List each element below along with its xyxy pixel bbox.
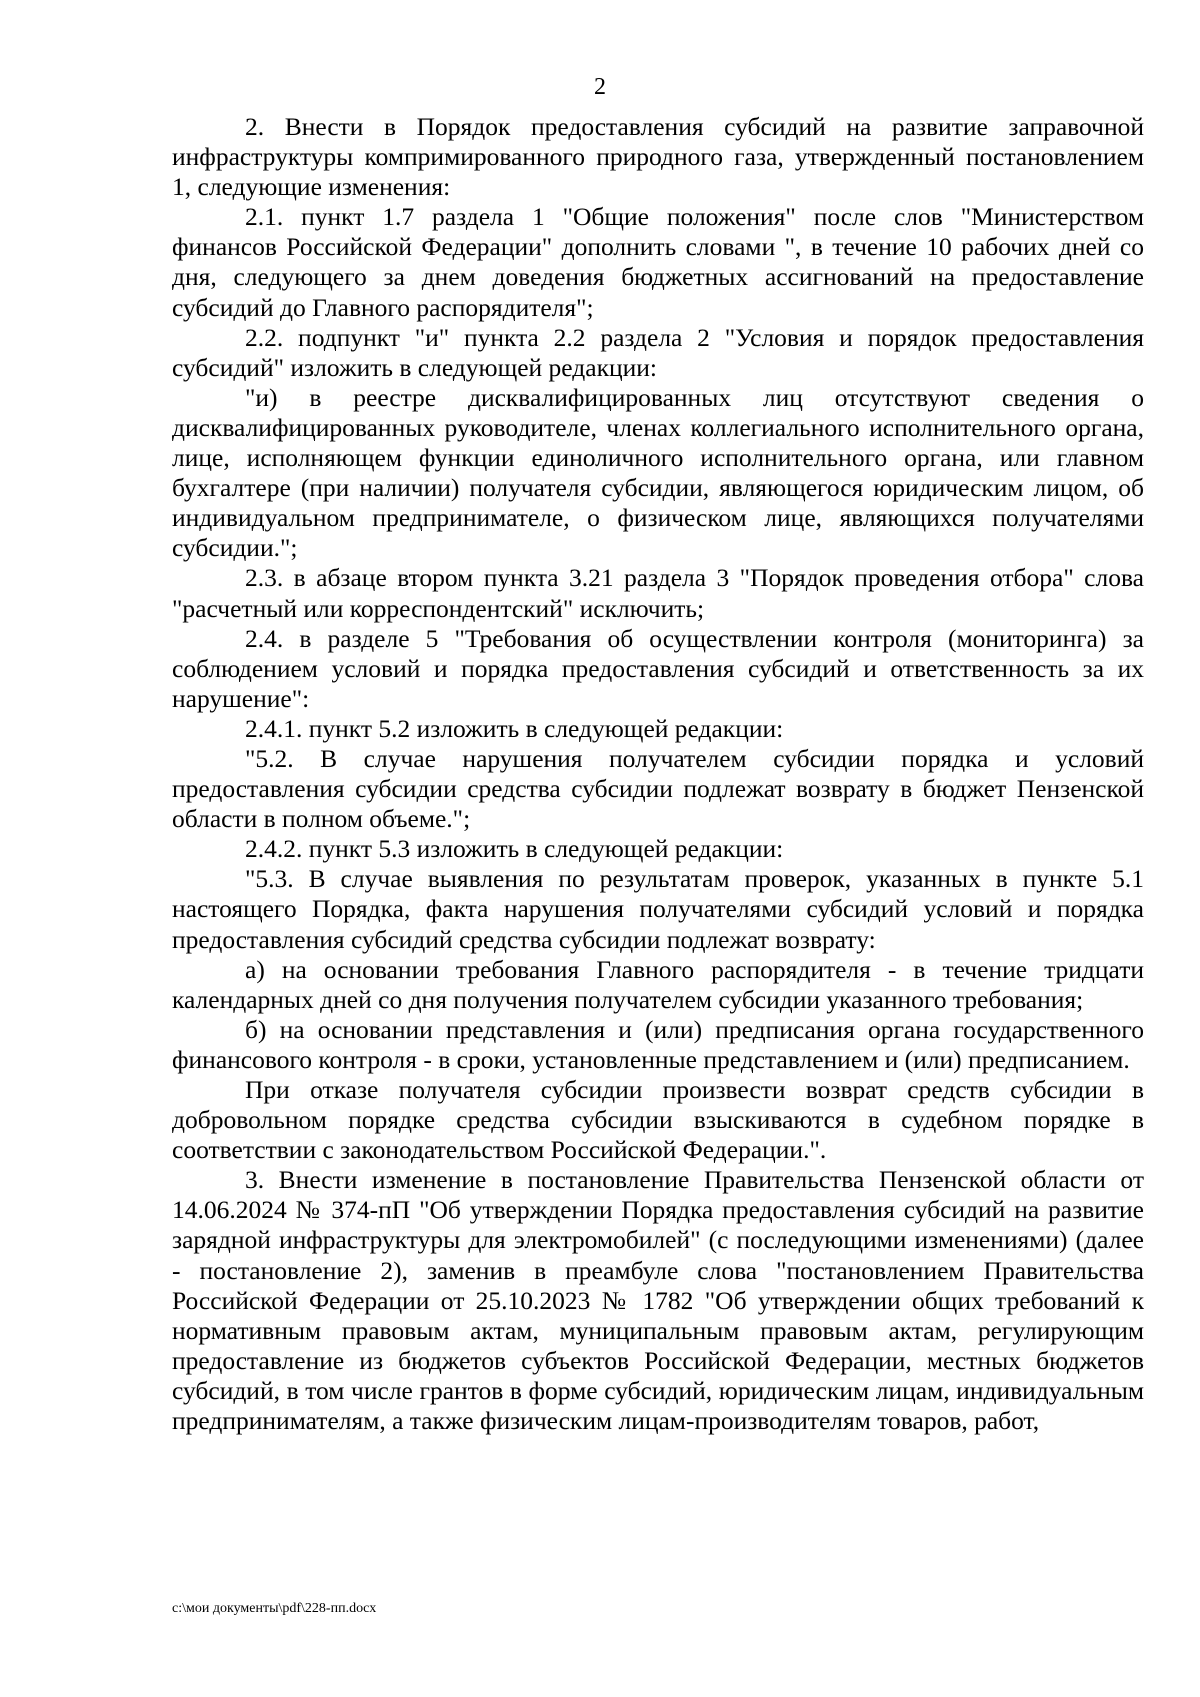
document-body (172, 112, 1144, 1436)
page-number: 2 (594, 74, 606, 100)
paragraph-quote-5-2: "5.2. В случае нарушения получателем субсидии порядка и условий предоставления субсидии средства субсидии подлежат возврату в бюджет Пензенской области в полном объеме."; (172, 743, 1144, 834)
paragraph-2-3: 2.3. в абзаце втором пункта 3.21 раздела 3 "Порядок проведения отбора" слова "расчетный или корреспондентский" исключить; (172, 563, 1144, 623)
paragraph-2-1: 2.1. пункт 1.7 раздела 1 "Общие положения" после слов "Министерством финансов Российской Федерации" дополнить словами ", в течение 10 рабочих дней со дня, следующего за днем доведения бюджетных ассигнований на предоставление субсидий до Главного распорядителя"; (172, 202, 1144, 322)
paragraph-2-4-1: 2.4.1. пункт 5.2 изложить в следующей редакции: (245, 713, 784, 743)
paragraph-3: 3. Внести изменение в постановление Правительства Пензенской области от 14.06.2024 № 374-пП "Об утверждении Порядка предоставления субсидий на развитие зарядной инфраструктуры для электромобилей" (с последующими изменениями) (далее - постановление 2), заменив в преамбуле слова "постановлением Правительства Российской Федерации от 25.10.2023 № 1782 "Об утверждении общих требований к нормативным правовым актам, муниципальным правовым актам, регулирующим предоставление из бюджетов субъектов Российской Федерации, местных бюджетов субсидий, в том числе грантов в форме субсидий, юридическим лицам, индивидуальным предпринимателям, а также физическим лицам-производителям товаров, работ, (172, 1165, 1144, 1436)
paragraph-2-4-2: 2.4.2. пункт 5.3 изложить в следующей редакции: (245, 834, 784, 864)
paragraph-2-2: 2.2. подпункт "и" пункта 2.2 раздела 2 "Условия и порядок предоставления субсидий" изложить в следующей редакции: (172, 322, 1144, 382)
paragraph-2: 2. Внести в Порядок предоставления субсидий на развитие заправочной инфраструктуры компримированного природного газа, утвержденный постановлением 1, следующие изменения: (172, 112, 1144, 202)
paragraph-2-4: 2.4. в разделе 5 "Требования об осуществлении контроля (мониторинга) за соблюдением условий и порядка предоставления субсидий и ответственность за их нарушение": (172, 623, 1144, 713)
paragraph-quote-i: "и) в реестре дисквалифицированных лиц отсутствуют сведения о дисквалифицированных руководителе, членах коллегиального исполнительного органа, лице, исполняющем функции единоличного исполнительного органа, или главном бухгалтере (при наличии) получателя субсидии, являющегося юридическим лицом, об индивидуальном предпринимателе, о физическом лице, являющихся получателями субсидии."; (172, 382, 1144, 563)
paragraph-item-b: б) на основании представления и (или) предписания органа государственного финансового контроля - в сроки, установленные представлением и (или) предписанием. (172, 1014, 1144, 1074)
paragraph-item-a: а) на основании требования Главного распорядителя - в течение тридцати календарных дней со дня получения получателем субсидии указанного требования; (172, 954, 1144, 1014)
paragraph-refusal: При отказе получателя субсидии произвести возврат средств субсидии в добровольном порядке средства субсидии взыскиваются в судебном порядке в соответствии с законодательством Российской Федерации.". (172, 1075, 1144, 1165)
footer-file-path: c:\мои документы\pdf\228-пп.docx (172, 1601, 377, 1616)
paragraph-quote-5-3: "5.3. В случае выявления по результатам проверок, указанных в пункте 5.1 настоящего Порядка, факта нарушения получателями субсидий условий и порядка предоставления субсидий средства субсидии подлежат возврату: (172, 864, 1144, 954)
